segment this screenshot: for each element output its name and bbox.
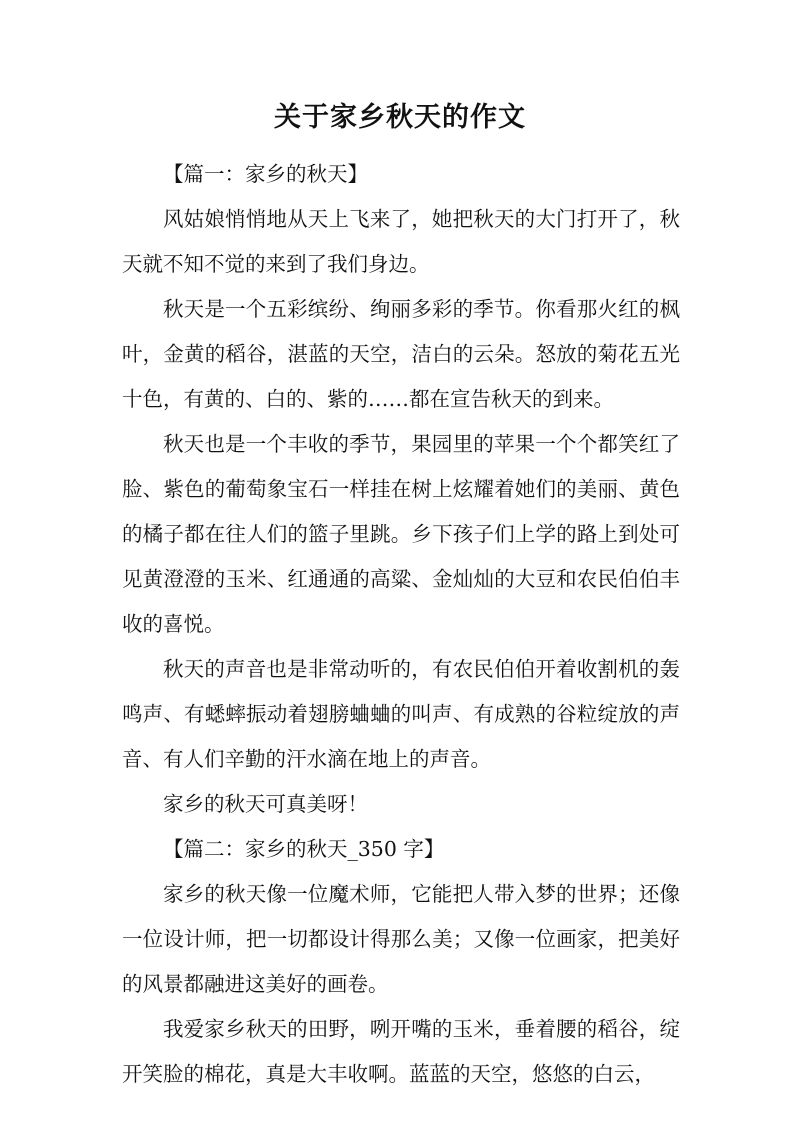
paragraph: 我爱家乡秋天的田野，咧开嘴的玉米，垂着腰的稻谷，绽开笑脸的棉花，真是大丰收啊。蓝蓝的天空，悠悠的白云， [122,1017,680,1086]
section-heading-1: 【篇一：家乡的秋天】 [163,162,368,186]
paragraph: 秋天是一个五彩缤纷、绚丽多彩的季节。你看那火红的枫叶，金黄的稻谷，湛蓝的天空，洁白的云朵。怒放的菊花五光十色，有黄的、白的、紫的……都在宣告秋天的到来。 [122,297,680,411]
paragraph: 秋天的声音也是非常动听的，有农民伯伯开着收割机的轰鸣声、有蟋蟀振动着翅膀蛐蛐的叫声、有成熟的谷粒绽放的声音、有人们辛勤的汗水滴在地上的声音。 [122,657,680,771]
paragraph: 秋天也是一个丰收的季节，果园里的苹果一个个都笑红了脸、紫色的葡萄象宝石一样挂在树上炫耀着她们的美丽、黄色的橘子都在往人们的篮子里跳。乡下孩子们上学的路上到处可见黄澄澄的玉米、红通通的高粱、金灿灿的大豆和农民伯伯丰收的喜悦。 [122,432,680,636]
paragraph: 风姑娘悄悄地从天上飞来了，她把秋天的大门打开了，秋天就不知不觉的来到了我们身边。 [122,207,680,276]
paragraph: 家乡的秋天像一位魔术师，它能把人带入梦的世界；还像一位设计师，把一切都设计得那么美；又像一位画家，把美好的风景都融进这美好的画卷。 [122,882,680,996]
document-body [122,152,680,1097]
section-heading-2: 【篇二：家乡的秋天_350 字】 [163,837,445,861]
document-title: 关于家乡秋天的作文 [274,102,526,133]
paragraph: 家乡的秋天可真美呀！ [163,792,368,816]
